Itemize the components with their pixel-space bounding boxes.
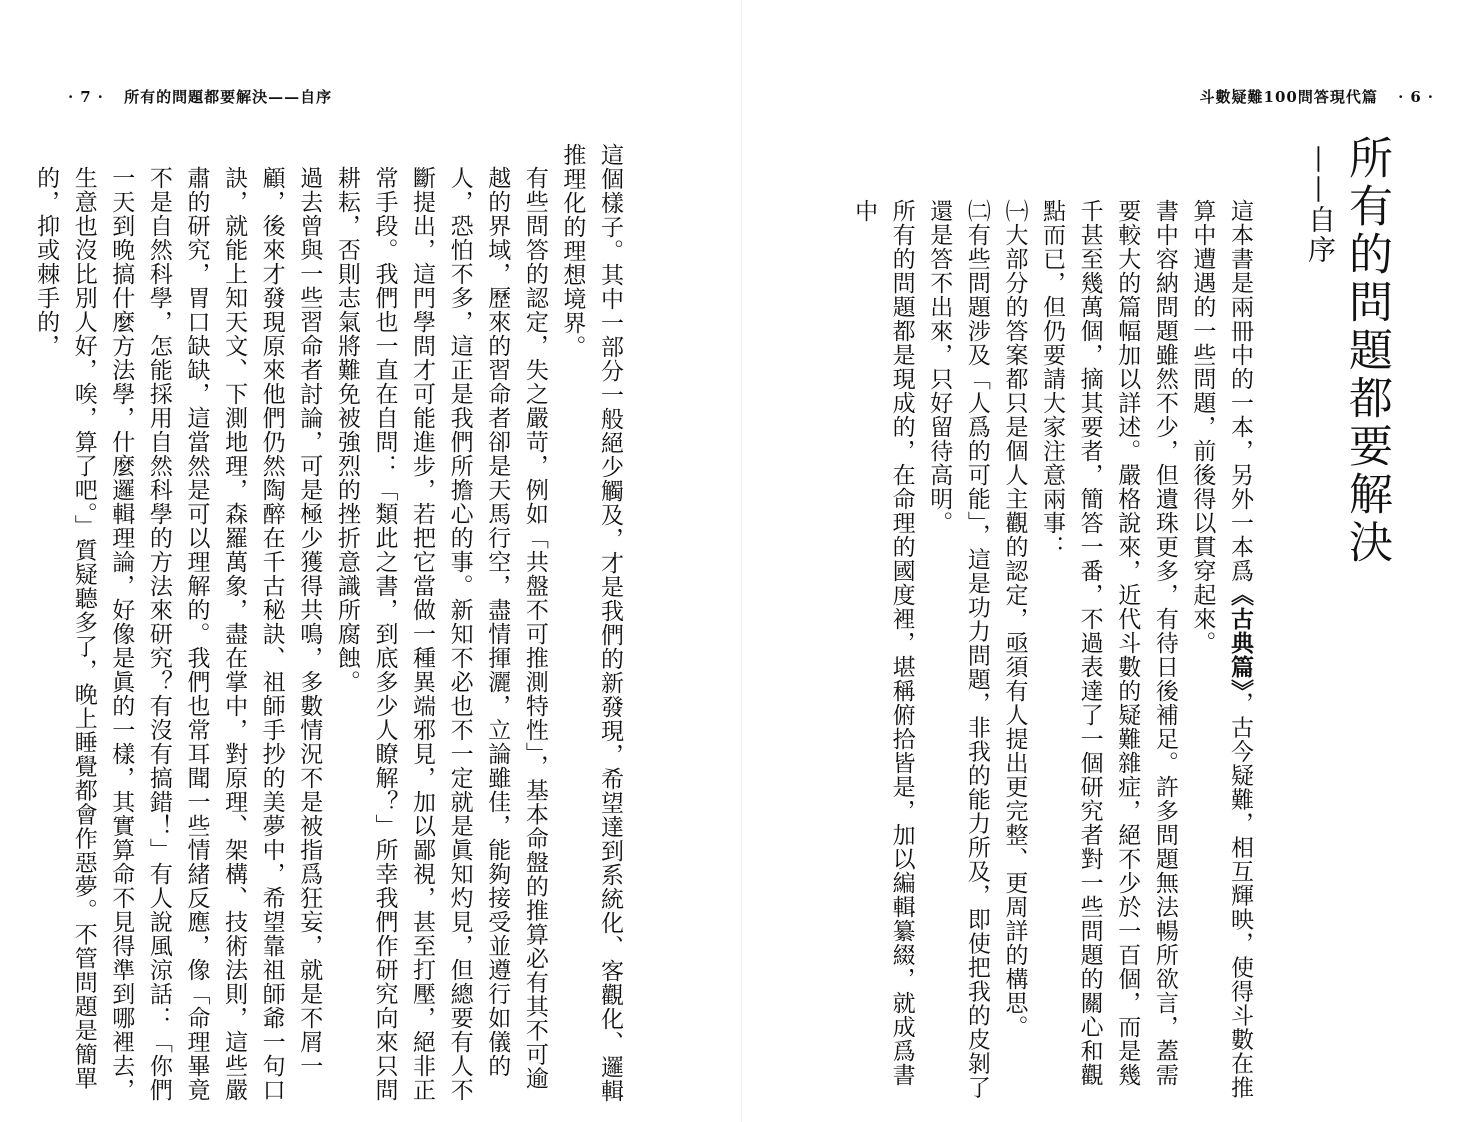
page-gutter [741, 0, 742, 1122]
right-running-head: 斗數疑難100問答現代篇 · 6 · [1199, 88, 1434, 106]
right-paragraph-2: 書中容納問題雖然不少，但遺珠更多，有待日後補足。許多問題無法暢所欲言，蓋需要較大的篇幅加以詳述。嚴格說來，近代斗數的疑難雜症，絕不少於一百個，而是幾千甚至幾萬個，摘其要者，簡答一番，不過表達了一個研究者對一些問題的關心和觀點而已，但仍要請大家注意兩事： [1039, 199, 1178, 1087]
left-page-body [33, 143, 628, 1108]
right-paragraph-5: 所有的問題都是現成的，在命理的國度裡，堪稱俯拾皆是，加以編輯纂綴，就成爲書中 [851, 199, 915, 1087]
left-paragraph-2: 有些問答的認定，失之嚴苛，例如「共盤不可推測特性」，基本命盤的推算必有其不可逾越的界域，歷來的習命者卻是天馬行空，盡情揮灑，立論雖佳，能夠接受並遵行如儀的人，恐怕不多，這正是我們所擔心的事。新知不必也不一定就是眞知灼見，但總要有人不斷提出，這門學問才可能進步，若把它當做一種異端邪見，加以鄙視，甚至打壓，絕非正常手段。我們也一直在自問：「類此之書，到底多少人瞭解？」所幸我們作研究向來只問耕耘，否則志氣將難免被強烈的挫折意識所腐蝕。 [333, 166, 548, 1102]
book-title-guji: 《古典篇》 [1227, 583, 1253, 692]
chapter-title: 所有的問題都要解決 [1341, 135, 1392, 567]
left-folio: 7 [80, 88, 92, 106]
left-paragraph-1: 這個樣子。其中一部分一般絕少觸及，才是我們的新發現，希望達到系統化、客觀化、邏輯推理化的理想境界。 [559, 143, 623, 1103]
right-paragraph-3: ㈠大部分的答案都只是個人主觀的認定，亟須有人提出更完整、更周詳的構思。 [1001, 199, 1028, 1039]
right-page-body [851, 176, 1258, 1104]
right-folio: 6 [1410, 88, 1422, 106]
left-header-title: 所有的問題都要解決——自序 [124, 88, 333, 106]
chapter-subtitle: ——自序 [1304, 145, 1337, 265]
right-header-book-title: 斗數疑難100問答現代篇 [1199, 88, 1378, 106]
right-paragraph-1 [1183, 176, 1258, 1104]
right-paragraph-4: ㈡有些問題涉及「人爲的可能」，這是功力問題，非我的能力所及，即使把我的皮剝了還是答不出來，只好留待高明。 [926, 199, 990, 1100]
left-paragraph-3: 過去曾與一些習命者討論，可是極少獲得共鳴，多數情況不是被指爲狂妄，就是不屑一顧，後來才發現原來他們仍然陶醉在千古秘訣、祖師手抄的美夢中，希望靠祖師爺一句口訣，就能上知天文、下測地理，森羅萬象，盡在掌中，對原理、架構、技術法則，這些嚴肅的研究，胃口缺缺，這當然是可以理解的。我們也常耳聞一些情緒反應，像「命理畢竟不是自然科學，怎能採用自然科學的方法來研究？有沒有搞錯！」有人說風涼話：「你們一天到晚搞什麼方法學，什麼邏輯理論，好像是眞的一樣，其實算命不見得準到哪裡去，生意也沒比別人好，唉，算了吧。」質疑聽多了，晚上睡覺都會作惡夢。不管問題是簡單的，抑或棘手的， [33, 166, 323, 1102]
right-paragraph-1-text-b: ，古今疑難，相互輝映，使得斗數在推算中遭遇的一些問題，前後得以貫穿起來。 [1189, 199, 1253, 1100]
left-running-head: · 7 · 所有的問題都要解決——自序 [68, 88, 333, 106]
right-paragraph-1-text-a: 這本書是兩冊中的一本，另外一本爲 [1227, 199, 1253, 583]
